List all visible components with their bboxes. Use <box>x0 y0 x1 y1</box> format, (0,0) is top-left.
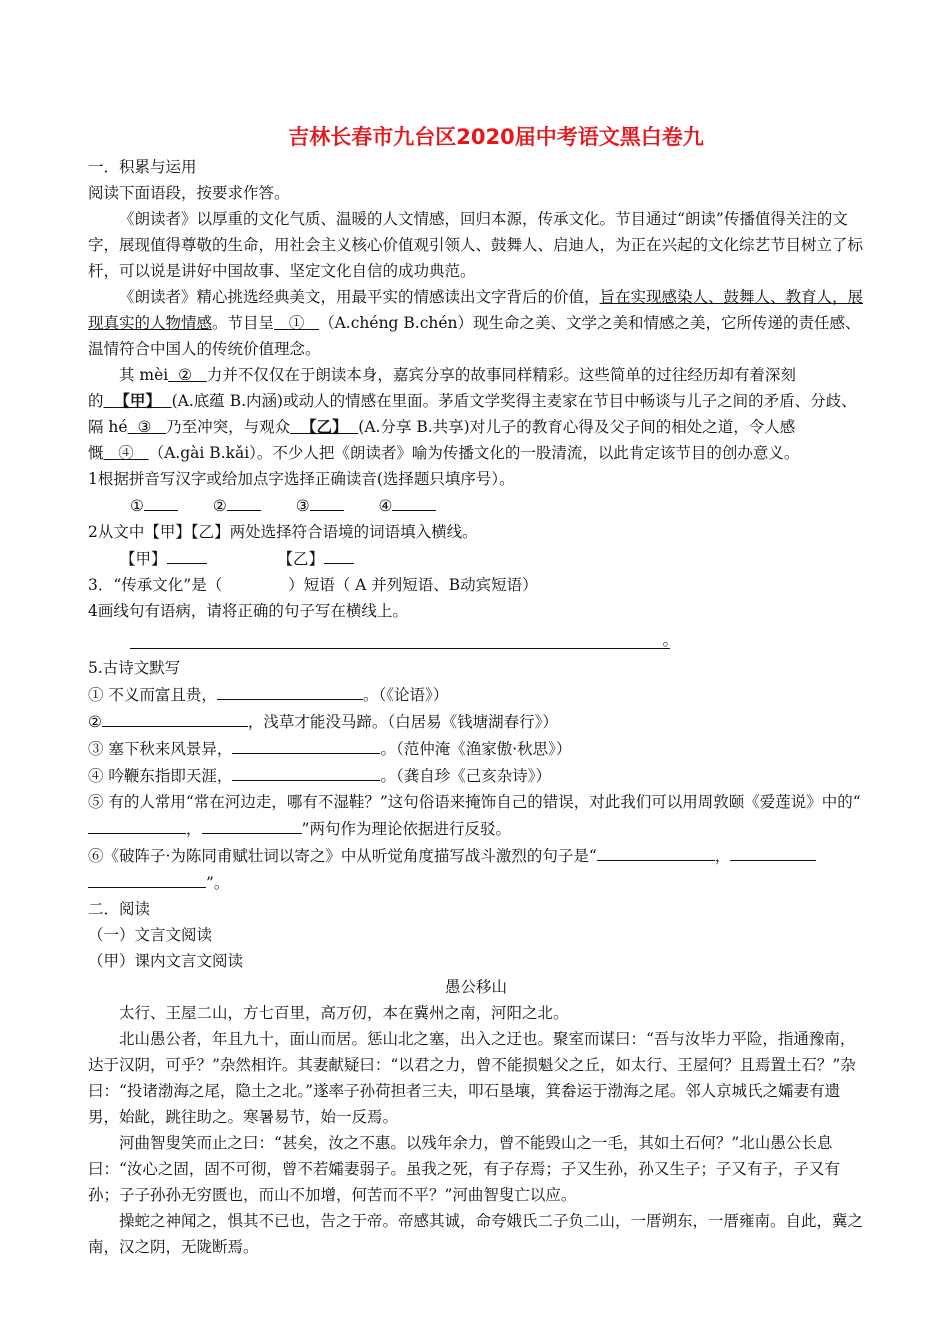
passage-para-2: 《朗读者》精心挑选经典美文，用最平实的情感读出文字背后的价值，旨在实现感染人、鼓舞人、教育人，展现真实的人物情感。节目呈 ① （A.chéng B.chén）现生命之美、文学之美和情感之美，它所传递的责任感、温情符合中国人的传统价值理念。 <box>88 288 864 358</box>
question-4: 4画线句有语病，请将正确的句子写在横线上。 <box>88 602 408 620</box>
blank-jia: 【甲】 <box>114 391 161 410</box>
answer-blank-yi[interactable] <box>324 545 354 564</box>
recite-blank-3[interactable] <box>232 735 380 754</box>
recite-blank-6b[interactable] <box>730 842 816 861</box>
recite-blank-6a[interactable] <box>597 842 715 861</box>
question-2-blanks: 【甲】 【乙】 <box>88 545 864 572</box>
recite-6: ⑥《破阵子·为陈同甫赋壮词以寄之》中从听觉角度描写战斗激烈的句子是“ ，”。 <box>88 842 864 896</box>
recite-blank-2[interactable] <box>102 708 248 727</box>
question-5: 5.古诗文默写 <box>88 659 181 677</box>
question-2: 2从文中【甲】【乙】两处选择符合语境的词语填入横线。 <box>88 523 478 541</box>
passage-para-3: 其 mèi ② 力并不仅仅在于朗读本身，嘉宾分享的故事同样精彩。这些简单的过往经历却有着深刻的 【甲】 (A.底蕴 B.内涵)或动人的情感在里面。茅盾文学奖得主麦家在节目中畅谈与儿子之间的矛盾、分歧、隔 hé ③ 乃至冲突，与观众 【乙】 (A.分享 B.共享)对儿子的教育心得及父子间的相处之道，令人感慨 ④ （A.gài B.kǎi）。不少人把《朗读者》喻为传播文化的一股清流，以此肯定该节目的创办意义。 <box>88 366 857 462</box>
passage-title: 愚公移山 <box>444 978 507 996</box>
recite-blank-5b[interactable] <box>202 815 302 834</box>
recite-1: ① 不义而富且贵， 。（《论语》） <box>88 681 864 708</box>
recite-blank-1[interactable] <box>217 681 363 700</box>
classical-para-2: 北山愚公者，年且九十，面山而居。惩山北之塞，出入之迂也。聚室而谋曰：“吾与汝毕力平险，指通豫南，达于汉阴，可乎？”杂然相许。其妻献疑曰：“以君之力，曾不能损魁父之丘，如太行、王屋何？且焉置土石？”杂曰：“投诸渤海之尾，隐土之北。”遂率子孙荷担者三夫，叩石垦壤，箕畚运于渤海之尾。邻人京城氏之孀妻有遗男，始龀，跳往助之。寒暑易节，始一反焉。 <box>88 1030 856 1126</box>
answer-blank-3[interactable] <box>310 492 344 511</box>
recite-blank-5a[interactable] <box>88 815 186 834</box>
recite-5: ⑤ 有的人常用“常在河边走，哪有不湿鞋？”这句俗语来掩饰自己的错误，对此我们可以用周敦颐《爱莲说》中的“， ”两句作为理论依据进行反驳。 <box>88 793 861 838</box>
blank-1: ① <box>288 314 305 332</box>
blank-2: ② <box>178 366 193 384</box>
classical-para-3: 河曲智叟笑而止之曰：“甚矣，汝之不惠。以残年余力，曾不能毁山之一毛，其如土石何？”北山愚公长息曰：“汝心之固，固不可彻，曾不若孀妻弱子。虽我之死，有子存焉；子又生孙，孙又生子；子又有子，子又有孙；子子孙孙无穷匮也，而山不加增，何苦而不平？”河曲智叟亡以应。 <box>88 1134 840 1204</box>
blank-3: ③ <box>137 418 152 436</box>
recite-4: ④ 吟鞭东指即天涯， 。（龚自珍《己亥杂诗》） <box>88 762 864 789</box>
passage-para-1: 《朗读者》以厚重的文化气质、温暖的人文情感，回归本源，传承文化。节目通过“朗读”传播值得关注的文字，展现值得尊敬的生命，用社会主义核心价值观引领人、鼓舞人、启迪人，为正在兴起的文化综艺节目树立了标杆，可以说是讲好中国故事、坚定文化自信的成功典范。 <box>88 210 864 280</box>
blank-yi: 【乙】 <box>300 417 348 436</box>
section2-sub2: （甲）课内文言文阅读 <box>88 952 244 970</box>
page-title: 吉林长春市九台区2020届中考语文黑白卷九 <box>288 125 704 149</box>
answer-blank-4[interactable] <box>392 492 436 511</box>
question-3: 3．“传承文化”是（ ）短语（ A 并列短语、B动宾短语） <box>88 576 538 594</box>
answer-blank-jia[interactable] <box>167 545 207 564</box>
blank-4: ④ <box>118 444 134 462</box>
question-1: 1根据拼音写汉字或给加点字选择正确读音(选择题只填序号）。 <box>88 470 515 488</box>
answer-blank-2[interactable] <box>227 492 261 511</box>
faulty-sentence: 旨在实现感染人、鼓舞人、教育人，展现真实的人物情感 <box>88 288 864 332</box>
recite-3: ③ 塞下秋来风景异， 。（范仲淹《渔家傲·秋思》） <box>88 735 864 762</box>
question-1-blanks: ① ② ③ ④ <box>88 492 864 519</box>
section2-heading: 二．阅读 <box>88 900 151 918</box>
section2-sub1: （一）文言文阅读 <box>88 926 213 944</box>
recite-blank-4[interactable] <box>232 762 380 781</box>
classical-para-4: 操蛇之神闻之，惧其不已也，告之于帝。帝感其诚，命夸娥氏二子负二山，一厝朔东，一厝雍南。自此，冀之南，汉之阴，无陇断焉。 <box>88 1212 864 1256</box>
section1-instruction: 阅读下面语段，按要求作答。 <box>88 184 290 202</box>
recite-2: ② ，浅草才能没马蹄。（白居易《钱塘湖春行》） <box>88 708 864 735</box>
section1-heading: 一．积累与运用 <box>88 158 197 176</box>
question-4-answer-line[interactable]: 。 <box>130 628 670 649</box>
answer-blank-1[interactable] <box>144 492 178 511</box>
classical-para-1: 太行、王屋二山，方七百里，高万仞，本在冀州之南，河阳之北。 <box>119 1004 569 1022</box>
recite-blank-6c[interactable] <box>88 869 206 888</box>
